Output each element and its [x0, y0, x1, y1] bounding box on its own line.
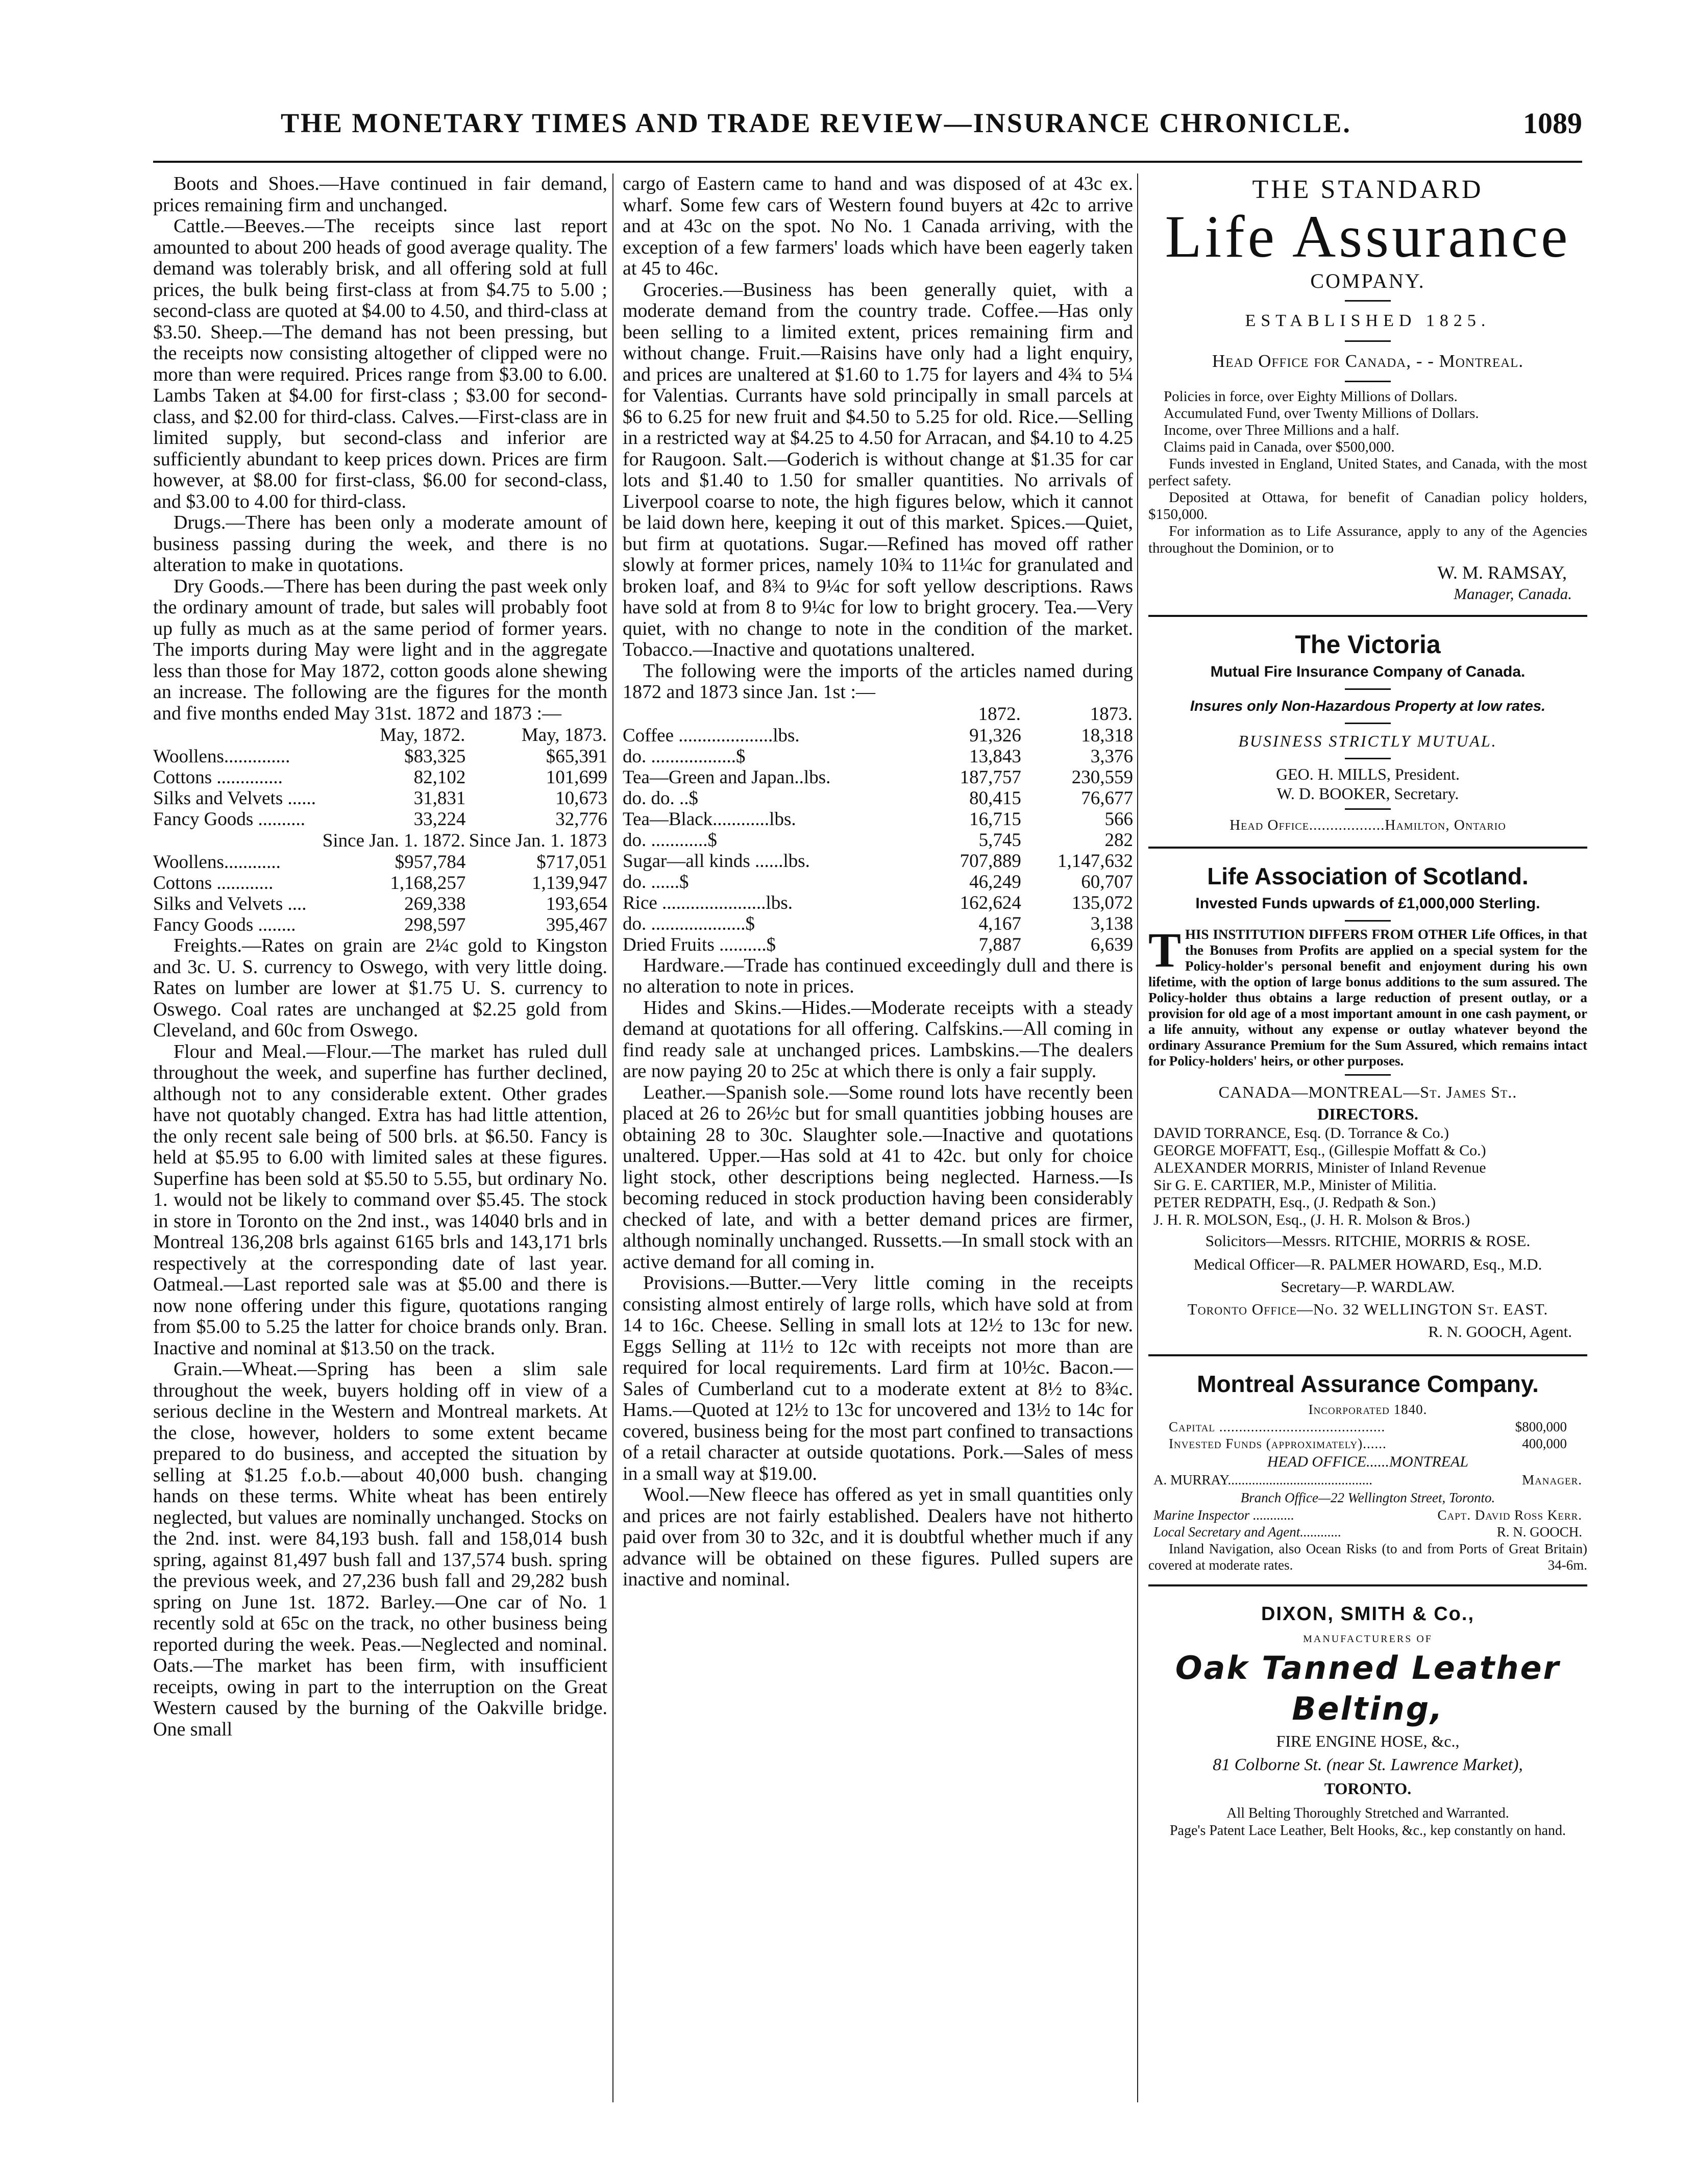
page-number: 1089: [1523, 107, 1582, 140]
freights-paragraph: Freights.—Rates on grain are 2¼c gold to Kingston and 3c. U. S. currency to Oswego, with very little doing. Rates on lumber are lower at $1.75 U. S. currency to Oswego. Coal rates are unchanged at $2.25 gold from Cleveland, and 60c from Oswego.: [153, 935, 607, 1041]
institution-body: HIS INSTITUTION DIFFERS FROM OTHER Life Offices, in that the Bonuses from Profits are applied on a special system for the Policy-holder's personal benefit and enjoyment during his own lifetime, with the option of large bonus additions to the sum assured. The Policy-holder thus obtains a large reduction of present outlay, or a provision for old age of a most important amount in one cash payment, or a life annuity, without any expense or outlay whatever beyond the ordinary Assurance Premium for the Sum Assured, which remains intact for Policy-holders' heirs, or other purposes.: [1148, 927, 1587, 1069]
market-report-column-2: [623, 173, 1133, 1591]
table-row: Cottons ............ 1,168,257 1,139,947: [153, 873, 607, 894]
mutual-line: BUSINESS STRICTLY MUTUAL.: [1238, 732, 1497, 750]
victoria-ad: [1148, 628, 1587, 835]
medical-line: Medical Officer—R. PALMER HOWARD, Esq., M.D.: [1193, 1255, 1542, 1273]
table-row: Tea—Black............lbs. 16,715 566: [623, 808, 1133, 830]
table-row: Fancy Goods ........ 298,597 395,467: [153, 914, 607, 935]
note-line: Page's Patent Lace Leather, Belt Hooks, &c., kep constantly on hand.: [1169, 1823, 1566, 1839]
market-report-column-1: [153, 173, 607, 1740]
funds-line: Funds invested in England, United States, and Canada, with the most perfect safety.: [1148, 456, 1587, 489]
policy-line: Policies in force, over Eighty Millions of Dollars.: [1164, 388, 1458, 405]
local-secretary-row: Local Secretary and Agent............ R. N. GOOCH.: [1153, 1524, 1582, 1540]
table-row: do. ..................$ 13,843 3,376: [623, 746, 1133, 767]
solicitors-line: Solicitors—Messrs. RITCHIE, MORRIS & ROSE.: [1205, 1232, 1531, 1250]
table-row: Fancy Goods .......... 33,224 32,776: [153, 809, 607, 830]
head-office-line: Head Office..................Hamilton, Ontario: [1229, 817, 1506, 833]
flour-paragraph: Flour and Meal.—Flour.—The market has ruled dull throughout the week, and superfine has further declined, although not to any considerable extent. Other grades have not quotably changed. Extra has had little attention, the only recent sale being of 500 brls. at $6.50. Fancy is held at $5.95 to 6.00 with limited sales at these figures. Superfine has been sold at $5.50 to 5.55, but ordinary No. 1. would not be likely to command over $5.45. The stock in store in Toronto on the 2nd inst., was 14040 brls and in Montreal 136,208 brls against 6165 brls and 143,171 brls respectively at the corresponding date of last year. Oatmeal.—Last reported sale was at $5.00 and there is now none offering under this figure, quotations ranging from $5.00 to 5.25 the latter for choice brands only. Bran. Inactive and nominal at $13.50 on the track.: [153, 1040, 607, 1359]
policy-line: Accumulated Fund, over Twenty Millions of Dollars.: [1164, 405, 1479, 421]
manager-name: W. M. RAMSAY,: [1437, 562, 1567, 583]
may-imports-table: [153, 724, 607, 935]
ad-title: Life Association of Scotland.: [1207, 863, 1529, 889]
deposited-line: Deposited at Ottawa, for benefit of Canadian policy holders, $150,000.: [1148, 489, 1587, 523]
publication-title: THE MONETARY TIMES AND TRADE REVIEW—INSURANCE CHRONICLE.: [281, 108, 1351, 138]
table-row: Tea—Green and Japan..lbs. 187,757 230,559: [623, 766, 1133, 788]
branch-line: Branch Office—22 Wellington Street, Toronto.: [1240, 1490, 1495, 1505]
table-header: 1872.: [978, 703, 1021, 725]
groceries-imports-table: [623, 703, 1133, 955]
table-row: Sugar—all kinds ......lbs. 707,889 1,147,632: [623, 850, 1133, 872]
ad-title: The Victoria: [1295, 630, 1441, 659]
column-divider: [612, 173, 613, 2102]
divider: [1345, 920, 1391, 922]
manager-title: Manager, Canada.: [1454, 585, 1572, 603]
established-line: ESTABLISHED 1825.: [1245, 311, 1491, 330]
inspector-row: Marine Inspector ............ Capt. David Ross Kerr.: [1153, 1507, 1582, 1523]
divider: [1345, 688, 1391, 690]
president-line: GEO. H. MILLS, President.: [1276, 765, 1460, 783]
office-line: CANADA—MONTREAL—St. James St..: [1218, 1083, 1517, 1101]
column-divider: [1137, 173, 1138, 2102]
divider: [1345, 808, 1391, 810]
table-header: Since Jan. 1. 1872.: [322, 830, 465, 851]
dixon-smith-ad: [1148, 1598, 1587, 1840]
divider: [1345, 723, 1391, 724]
belting-headline: Oak Tanned Leather Belting,: [1175, 1649, 1561, 1727]
info-line: For information as to Life Assurance, apply to any of the Agencies throughout the Dominion, or to: [1148, 523, 1587, 556]
ad-separator: [1148, 615, 1587, 617]
director-item: PETER REDPATH, Esq., (J. Redpath & Son.): [1153, 1194, 1436, 1211]
director-item: GEORGE MOFFATT, Esq., (Gillespie Moffatt & Co.): [1153, 1142, 1486, 1159]
table-row: Woollens.............. $83,325 $65,391: [153, 746, 607, 767]
director-item: DAVID TORRANCE, Esq. (D. Torrance & Co.): [1153, 1125, 1449, 1141]
ad-title: Montreal Assurance Company.: [1197, 1371, 1539, 1397]
ad-reference: 34-6m.: [1547, 1557, 1587, 1573]
dry-goods-paragraph: Dry Goods.—There has been during the past week only the ordinary amount of trade, but sales will probably foot up fully as much as at the same period of former years. The imports during May were light and in the aggregate less than those for May 1872, cotton goods alone shewing an increase. The following are the figures for the month and five months ended May 31st. 1872 and 1873 :—: [153, 575, 607, 724]
table-header: Since Jan. 1. 1873: [469, 830, 607, 851]
agent-line: R. N. GOOCH, Agent.: [1428, 1323, 1572, 1341]
page-header: [153, 102, 1582, 158]
directors-label: DIRECTORS.: [1317, 1105, 1418, 1123]
drop-cap: T: [1148, 923, 1182, 977]
head-office-line: Head Office for Canada, - - Montreal.: [1212, 351, 1524, 371]
invested-row: Invested Funds (approximately)...... 400,000: [1169, 1436, 1567, 1451]
divider: [1345, 1074, 1391, 1076]
table-row: Coffee ....................lbs. 91,326 18,318: [623, 725, 1133, 746]
ad-separator: [1148, 1354, 1587, 1356]
life-association-scotland-ad: [1148, 860, 1587, 1343]
groceries-paragraph: Groceries.—Business has been generally quiet, with a moderate demand from the country trade. Coffee.—Has only been selling to a limited extent, prices remaining firm and without change. Fruit.—Raisins have only had a light enquiry, and prices are unaltered at $1.60 to 1.75 for layers and 4¾ to 5¼ for Valentias. Currants have sold principally in small parcels at $6 to 6.25 for new fruit and $4.50 to 5.25 for old. Rice.—Selling in a restricted way at $4.25 to 4.50 for Arracan, and $4.10 to 4.25 for Raugoon. Salt.—Goderich is without change at $1.35 for car lots and $1.40 to 1.50 for smaller quantities. No arrivals of Liverpool coarse to note, the high figures below, which it cannot be laid down here, keeping it out of this market. Spices.—Quiet, but firm at quotations. Sugar.—Refined has moved off rather slowly at former prices, namely 10¾ to 11¼c for granulated and broken loaf, and 8¾ to 9¼c for soft yellow descriptions. Raws have sold at from 8 to 9¼c for low to bright grocery. Tea.—Very quiet, with no change to note in the condition of the market. Tobacco.—Inactive and quotations unaltered.: [623, 279, 1133, 660]
secretary-line: Secretary—P. WARDLAW.: [1281, 1278, 1455, 1296]
head-office-line: HEAD OFFICE......MONTREAL: [1267, 1453, 1469, 1470]
address-line: 81 Colborne St. (near St. Lawrence Market),: [1213, 1755, 1523, 1774]
boots-paragraph: Boots and Shoes.—Have continued in fair demand, prices remaining firm and unchanged.: [153, 173, 607, 216]
hose-line: FIRE ENGINE HOSE, &c.,: [1276, 1732, 1460, 1750]
ad-subtitle: Mutual Fire Insurance Company of Canada.: [1210, 663, 1526, 680]
manufacturers-line: MANUFACTURERS OF: [1303, 1633, 1433, 1645]
capital-row: Capital .......................................... $800,000: [1169, 1419, 1567, 1434]
director-item: J. H. R. MOLSON, Esq., (J. H. R. Molson & Bros.): [1153, 1211, 1470, 1228]
manager-row: A. MURRAY.......................................... Manager.: [1153, 1472, 1582, 1487]
secretary-line: W. D. BOOKER, Secretary.: [1276, 784, 1459, 803]
insures-line: Insures only Non-Hazardous Property at low rates.: [1190, 698, 1546, 714]
leather-paragraph: Leather.—Spanish sole.—Some round lots have recently been placed at 26 to 26½c but for small quantities jobbing houses are obtaining 28 to 30c. Slaughter sole.—Inactive and quotations unaltered. Upper.—Has sold at 41 to 42c. but only for choice light stock, other descriptions being neglected. Harness.—Is becoming reduced in stock production having been considerably checked of late, and with a better demand prices are firmer, although nominally unchanged. Russetts.—In small stock with an active demand for all coming in.: [623, 1081, 1133, 1273]
ad-subtitle: COMPANY.: [1310, 269, 1425, 292]
toronto-office-line: Toronto Office—No. 32 WELLINGTON St. EAST.: [1187, 1300, 1548, 1318]
note-line: All Belting Thoroughly Stretched and Warranted.: [1226, 1805, 1509, 1821]
drugs-paragraph: Drugs.—There has been only a moderate amount of business passing during the week, and there is no alteration to make in quotations.: [153, 512, 607, 576]
divider: [1345, 758, 1391, 759]
table-row: Cottons .............. 82,102 101,699: [153, 767, 607, 788]
advertisements-column: [1148, 173, 1587, 1840]
policy-line: Income, over Three Millions and a half.: [1164, 422, 1399, 438]
table-row: do. ....................$ 4,167 3,138: [623, 913, 1133, 934]
director-item: ALEXANDER MORRIS, Minister of Inland Revenue: [1153, 1159, 1486, 1176]
montreal-assurance-ad: [1148, 1368, 1587, 1573]
divider: [1345, 300, 1391, 302]
table-row: do. ............$ 5,745 282: [623, 829, 1133, 851]
policy-line: Claims paid in Canada, over $500,000.: [1164, 439, 1395, 455]
cattle-paragraph: Cattle.—Beeves.—The receipts since last report amounted to about 200 heads of good average quality. The demand was tolerably brisk, and all offering sold at full prices, the bulk being first-class at from $4.75 to 5.00 ; second-class are quoted at $4.00 to 4.50, and third-class at $3.50. Sheep.—The demand has not been pressing, but the receipts now consisting altogether of clipped were no more than were required. Prices range from $3.00 to 6.00. Lambs Taken at $4.00 for first-class ; $3.00 for second-class, and $2.00 for third-class. Calves.—First-class are in limited supply, but second-class and inferior are sufficiently abundant to keep prices down. Prices are firm however, at $8.00 for first-class, $6.00 for second-class, and $3.00 to 4.00 for third-class.: [153, 215, 607, 512]
standard-life-ad: [1148, 173, 1587, 604]
divider: [1345, 340, 1391, 342]
table-row: Woollens............ $957,784 $717,051: [153, 852, 607, 873]
hides-paragraph: Hides and Skins.—Hides.—Moderate receipts with a steady demand at quotations for all offering. Calfskins.—All coming in find ready sale at unchanged prices. Lambskins.—The dealers are now paying 20 to 25c at which there is only a fair supply.: [623, 997, 1133, 1082]
director-item: Sir G. E. CARTIER, M.P., Minister of Militia.: [1153, 1177, 1437, 1194]
ad-separator: [1148, 1584, 1587, 1586]
ad-title: DIXON, SMITH & Co.,: [1261, 1603, 1474, 1625]
table-row: do. ......$ 46,249 60,707: [623, 871, 1133, 892]
table-header: May, 1873.: [521, 725, 607, 746]
inland-line: Inland Navigation, also Ocean Risks (to and from Ports of Great Britain) covered at moderate rates.: [1148, 1541, 1587, 1573]
header-rule: [153, 161, 1582, 163]
provisions-paragraph: Provisions.—Butter.—Very little coming in the receipts consisting almost entirely of large rolls, which have sold at from 14 to 16c. Cheese. Selling in small lots at 12½ to 13c for new. Eggs Selling at 11½ to 12c with receipts not more than are required for local requirements. Lard firm at 10½c. Bacon.—Sales of Cumberland cut to a moderate extent at 8½ to 8¾c. Hams.—Quoted at 12½ to 13c for uncovered and 13½ to 14c for covered, business being for the most part confined to transactions of a retail character at outside quotations. Pork.—Sales of mess in a small way at $19.00.: [623, 1272, 1133, 1484]
ad-separator: [1148, 847, 1587, 849]
table-header: 1873.: [1090, 703, 1133, 725]
ad-title: Life Assurance: [1165, 203, 1571, 270]
table-row: Rice ......................lbs. 162,624 135,072: [623, 892, 1133, 913]
city-line: TORONTO.: [1324, 1779, 1412, 1798]
table-header: May, 1872.: [380, 725, 465, 746]
incorporated-line: Incorporated 1840.: [1308, 1402, 1428, 1417]
grain-continued-paragraph: cargo of Eastern came to hand and was disposed of at 43c ex. wharf. Some few cars of Western found buyers at 42c to arrive and at 43c on the spot. No No. 1 Canada arriving, with the exception of a few farmers' loads which have been eagerly taken at 45 to 46c.: [623, 173, 1133, 279]
wool-paragraph: Wool.—New fleece has offered as yet in small quantities only and prices are not fairly established. Dealers have not hitherto paid over from 30 to 32c, and it is doubtful whether much if any advance will be obtained on these figures. Pulled supers are inactive and nominal.: [623, 1484, 1133, 1590]
funds-line: Invested Funds upwards of £1,000,000 Sterling.: [1195, 895, 1540, 912]
grain-paragraph: Grain.—Wheat.—Spring has been a slim sale throughout the week, buyers holding off in view of a serious decline in the Western and Montreal markets. At the close, however, holders to some extent became prepared to do business, and accepted the situation by selling at $1.25 f.o.b.—about 40,000 bush. changing hands on these terms. White wheat has been entirely neglected, but values are nominally unchanged. Stocks on the 2nd. inst. were 84,193 bush. fall and 158,014 bush spring, against 81,497 bush fall and 137,574 bush. spring the previous week, and 27,236 bush fall and 29,282 bush spring on June 1st. 1872. Barley.—One car of No. 1 recently sold at 65c on the track, no other business being reported during the week. Peas.—Neglected and nominal. Oats.—The market has been firm, with insufficient receipts, owing in part to the interruption on the Great Western caused by the burning of the Oakville bridge. One small: [153, 1358, 607, 1740]
divider: [1345, 381, 1391, 382]
imports-intro: The following were the imports of the articles named during 1872 and 1873 since Jan. 1st :—: [623, 660, 1133, 703]
ad-pretitle: THE STANDARD: [1252, 175, 1484, 204]
table-row: Dried Fruits ..........$ 7,887 6,639: [623, 934, 1133, 955]
table-row: Silks and Velvets .... 269,338 193,654: [153, 894, 607, 914]
table-row: Silks and Velvets ...... 31,831 10,673: [153, 788, 607, 809]
hardware-paragraph: Hardware.—Trade has continued exceedingly dull and there is no alteration to note in prices.: [623, 954, 1133, 997]
table-row: do. do. ..$ 80,415 76,677: [623, 787, 1133, 809]
